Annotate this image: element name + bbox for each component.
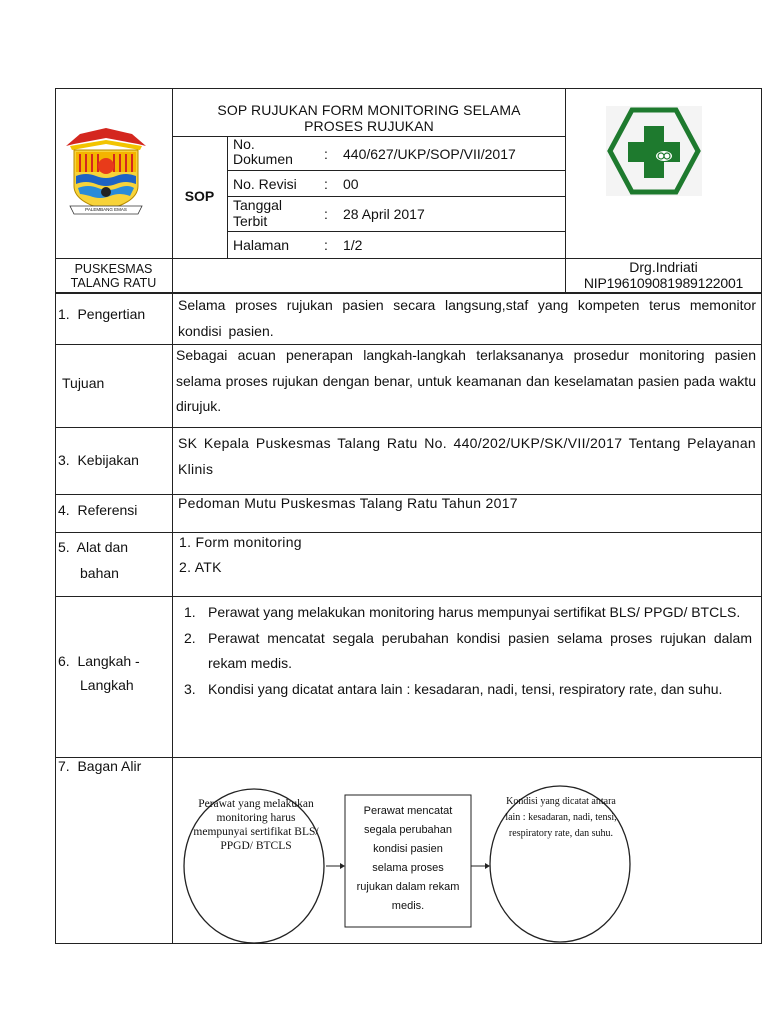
- section-label-bagan-alir: 7. Bagan Alir: [58, 758, 142, 774]
- divider: [227, 136, 228, 258]
- step-text: Perawat mencatat segala perubahan kondisi pasien selama proses rujukan dalam rekam medis.: [208, 629, 752, 671]
- org-name-line1: PUSKESMAS: [74, 262, 153, 276]
- sop-label: SOP: [184, 188, 215, 204]
- step-text: Perawat yang melakukan monitoring harus mempunyai sertifikat BLS/ PPGD/ BTCLS.: [208, 604, 741, 620]
- puskesmas-logo: [606, 106, 702, 196]
- step-number: 3.: [184, 680, 196, 697]
- list-item: 1. Form monitoring: [179, 534, 302, 550]
- divider: [55, 427, 762, 428]
- divider: [227, 231, 565, 232]
- field-label-no-revisi: No. Revisi: [233, 176, 297, 192]
- section-text-referensi: Pedoman Mutu Puskesmas Talang Ratu Tahun 2017: [178, 495, 518, 511]
- flowchart: [180, 780, 640, 944]
- field-sep: :: [324, 146, 328, 162]
- field-sep: :: [324, 237, 328, 253]
- field-value-tanggal-terbit: 28 April 2017: [343, 206, 425, 222]
- section-label-alat-line2: bahan: [80, 565, 119, 581]
- divider: [55, 757, 762, 758]
- section-label-tujuan: Tujuan: [62, 375, 105, 391]
- flow-arrowhead-2: [485, 863, 490, 869]
- city-emblem-logo: [62, 126, 150, 218]
- divider: [55, 596, 762, 597]
- section-text-pengertian: Selama proses rujukan pasien secara langsung,staf yang kompeten terus memonitor kondisi pasien.: [178, 297, 756, 339]
- list-item: [176, 677, 752, 703]
- list-item: [176, 600, 752, 626]
- section-label-pengertian: 1. Pengertian: [58, 306, 146, 322]
- step-number: 2.: [184, 629, 196, 646]
- emblem-ribbon-text: PALEMBANG EMAS: [85, 207, 127, 212]
- signer-nip: NIP196109081989122001: [583, 275, 744, 291]
- step-text: Kondisi yang dicatat antara lain : kesadaran, nadi, tensi, respiratory rate, dan suhu.: [208, 680, 723, 697]
- field-label-tanggal-terbit: Tanggal Terbit: [233, 197, 283, 229]
- section-text-kebijakan: SK Kepala Puskesmas Talang Ratu No. 440/202/UKP/SK/VII/2017 Tentang Pelayanan Klinis: [178, 435, 756, 477]
- field-sep: :: [324, 206, 328, 222]
- section-label-langkah-line1: 6. Langkah -: [58, 653, 140, 669]
- section-label-referensi: 4. Referensi: [58, 502, 138, 518]
- divider: [172, 293, 173, 944]
- divider: [55, 532, 762, 533]
- list-item: 2. ATK: [179, 559, 222, 575]
- flow-node-1-text: Perawat yang melakukan monitoring harus mempunyai sertifikat BLS/ PPGD/ BTCLS: [193, 798, 319, 852]
- step-number: 1.: [184, 604, 196, 620]
- org-name-line2: TALANG RATU: [70, 276, 157, 290]
- field-label-no-dokumen: No. Dokumen: [233, 136, 293, 167]
- signer-name: Drg.Indriati: [629, 259, 698, 275]
- field-sep: :: [324, 176, 328, 192]
- divider: [172, 136, 565, 137]
- section-label-alat-line1: 5. Alat dan: [58, 539, 129, 555]
- page-title: SOP RUJUKAN FORM MONITORING SELAMA PROSES RUJUKAN: [217, 102, 521, 134]
- section-label-kebijakan: 3. Kebijakan: [58, 452, 139, 468]
- field-value-no-revisi: 00: [343, 176, 359, 192]
- flow-arrowhead-1: [340, 863, 345, 869]
- flow-node-2-text: Perawat mencatat segala perubahan kondisi pasien selama proses rujukan dalam rekam medis.: [356, 805, 460, 912]
- divider: [227, 170, 565, 171]
- steps-list: [176, 600, 752, 702]
- section-text-tujuan: Sebagai acuan penerapan langkah-langkah terlaksananya prosedur monitoring pasien selama proses rujukan dengan benar, untuk keamanan dan keselamatan pasien pada waktu dirujuk.: [176, 347, 756, 414]
- field-value-no-dokumen: 440/627/UKP/SOP/VII/2017: [343, 146, 516, 162]
- list-item: [176, 626, 752, 677]
- section-label-langkah-line2: Langkah: [80, 677, 134, 693]
- field-label-halaman: Halaman: [233, 237, 290, 253]
- field-value-halaman: 1/2: [343, 237, 363, 253]
- flow-node-3-text: Kondisi yang dicatat antara lain : kesadaran, nadi, tensi, respiratory rate, dan suhu.: [505, 796, 617, 839]
